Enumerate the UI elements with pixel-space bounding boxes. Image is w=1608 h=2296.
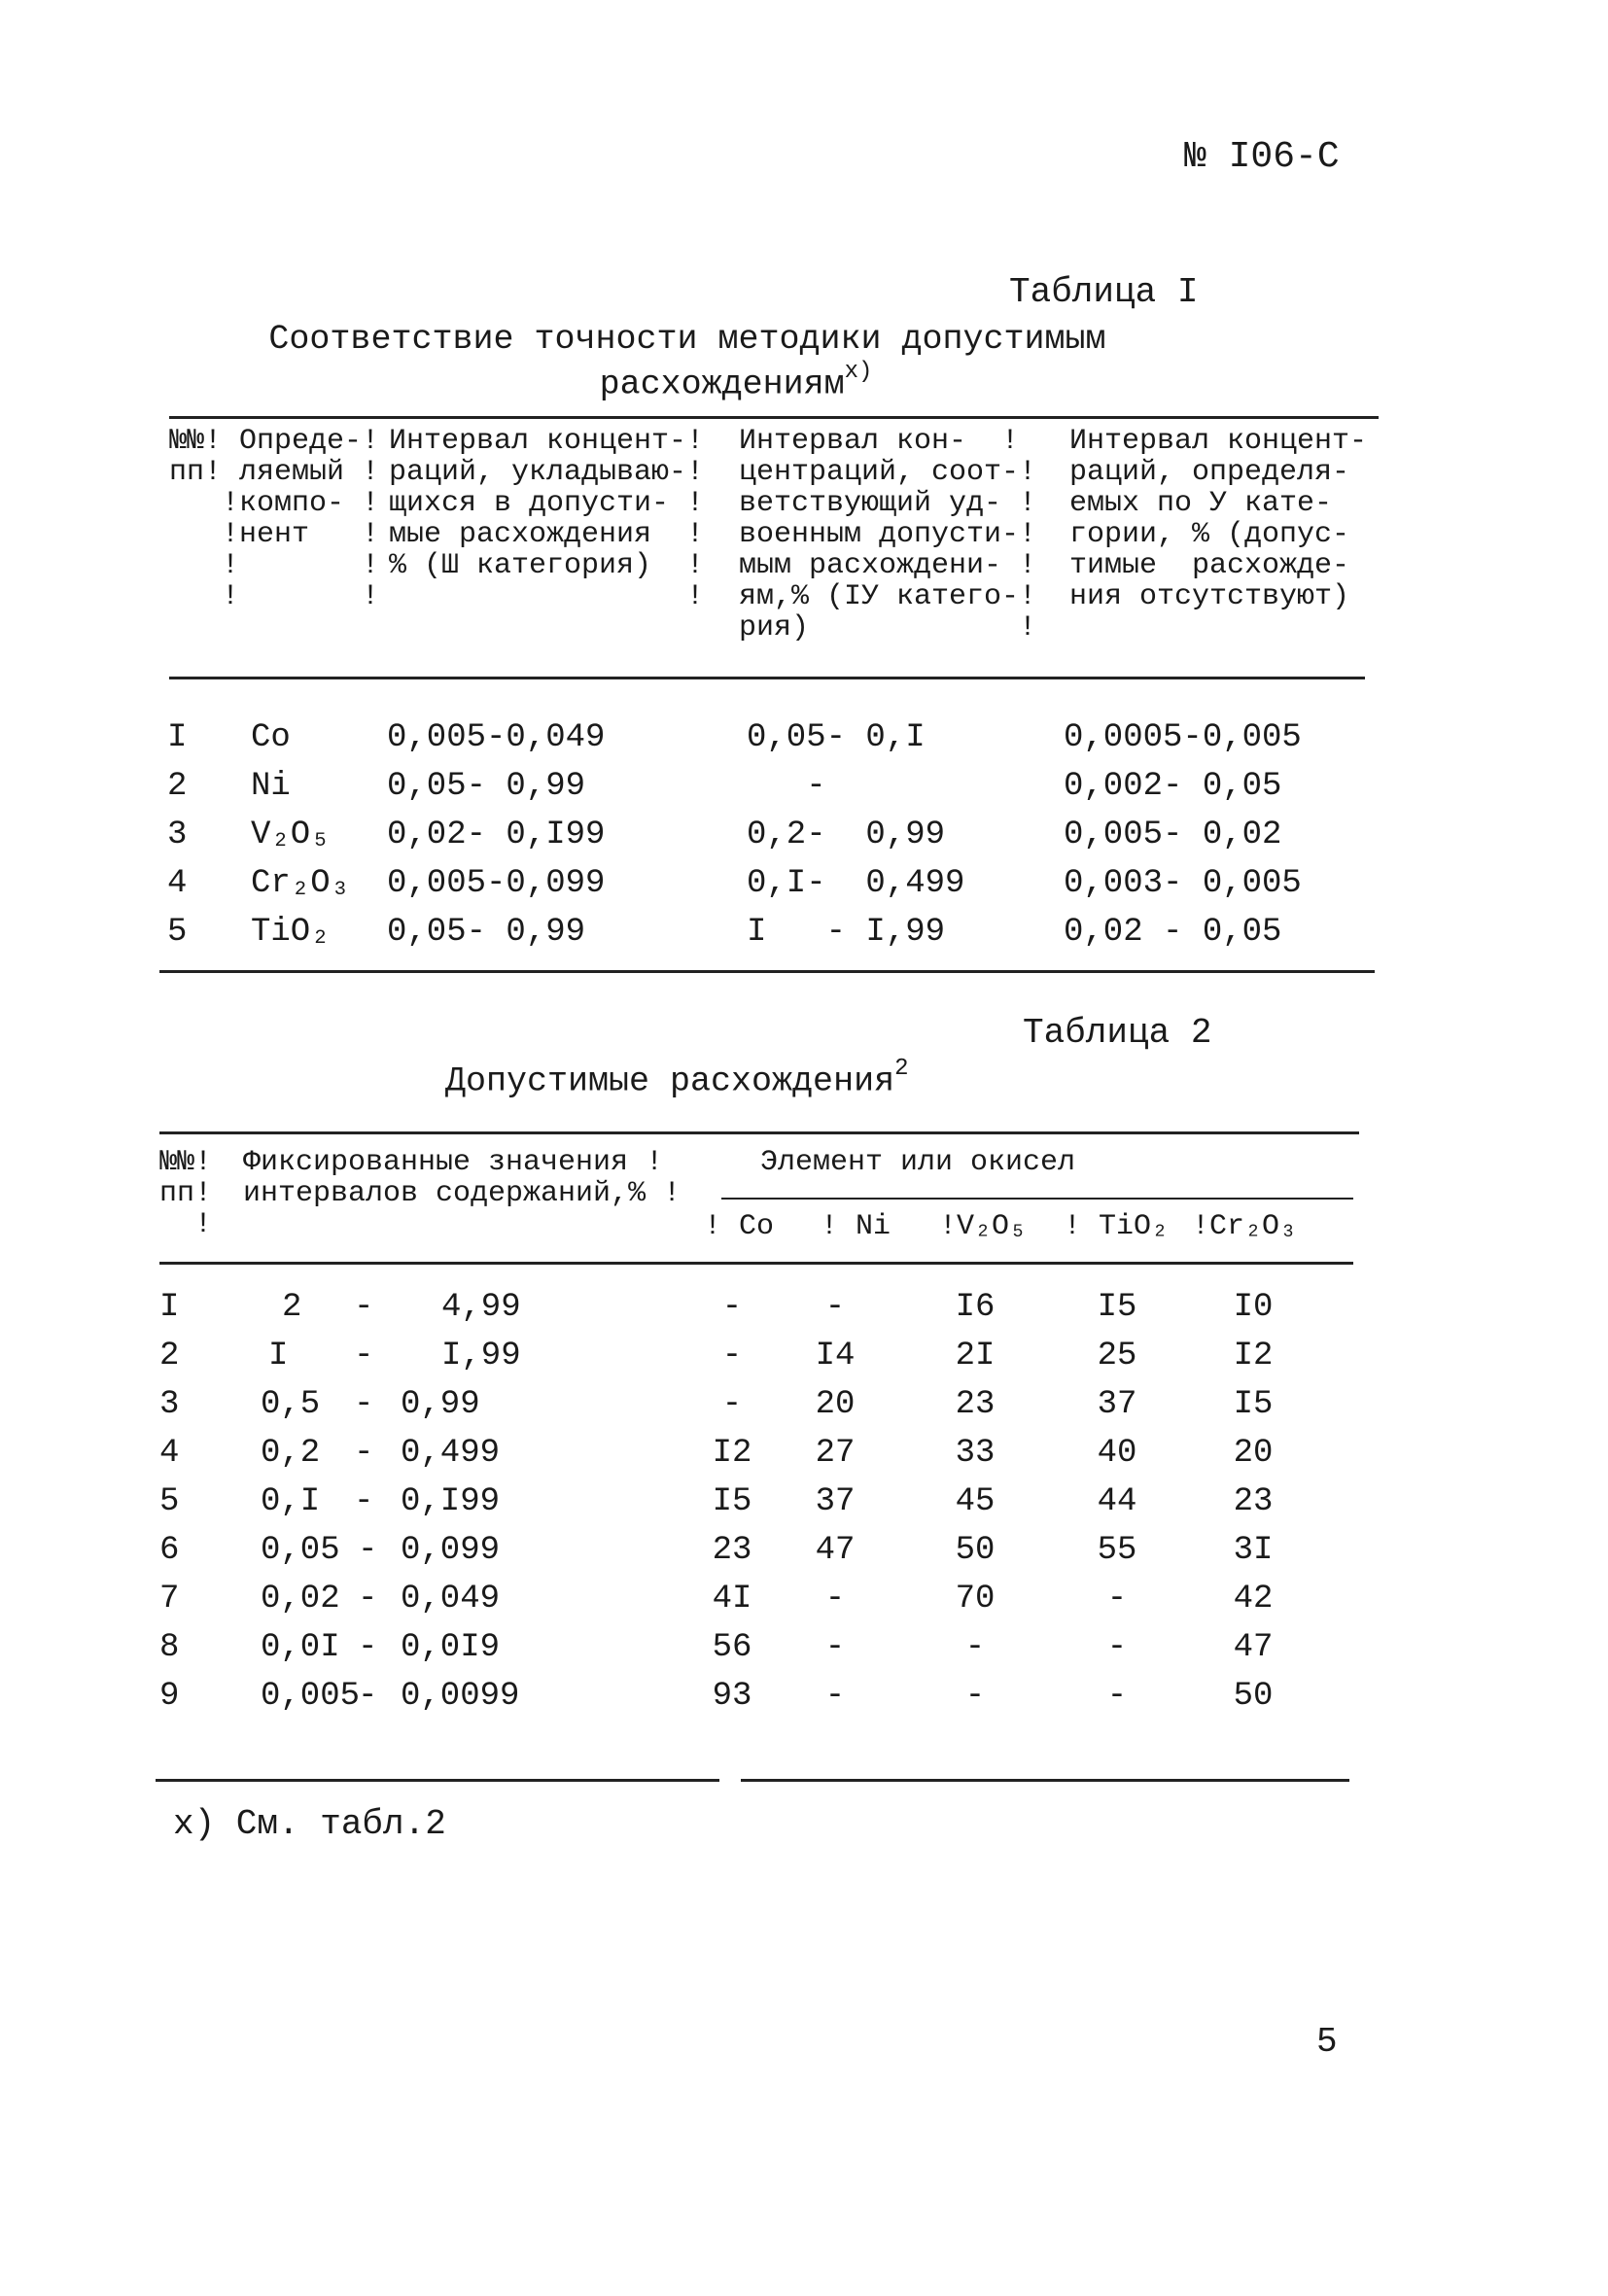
row-v2o5: I6 — [955, 1289, 996, 1326]
row-co: I2 — [712, 1435, 752, 1472]
table2-footnote-mark: 2 — [894, 1056, 909, 1082]
table1-footnote-mark: х) — [844, 359, 873, 385]
row-dash: - — [354, 1483, 374, 1520]
row-tio2: - — [1106, 1629, 1128, 1666]
row-high: 0,I99 — [401, 1483, 501, 1520]
row-component: Cr₂O₃ — [251, 865, 351, 902]
row-dash: - — [354, 1386, 374, 1423]
row-interval-iii: 0,005-0,049 — [387, 719, 606, 756]
row-tio2: I5 — [1097, 1289, 1137, 1326]
row-low: 0,I — [261, 1483, 321, 1520]
row-dash: - — [358, 1678, 378, 1715]
row-num: 5 — [159, 1483, 180, 1520]
row-co: I5 — [712, 1483, 752, 1520]
row-v2o5: 2I — [955, 1338, 996, 1374]
row-v2o5: 33 — [955, 1435, 996, 1472]
row-v2o5: 45 — [955, 1483, 996, 1520]
row-v2o5: - — [964, 1629, 986, 1666]
table2-header-group: Элемент или окисел — [760, 1146, 1076, 1179]
row-cr2o3: I0 — [1233, 1289, 1274, 1326]
row-dash: - — [354, 1435, 374, 1472]
row-ni: 37 — [815, 1483, 856, 1520]
row-ni: - — [824, 1678, 846, 1715]
row-num: 2 — [159, 1338, 180, 1374]
row-num: 7 — [159, 1581, 180, 1618]
row-dash: - — [354, 1289, 374, 1326]
row-ni: 20 — [815, 1386, 856, 1423]
row-high: I,99 — [441, 1338, 521, 1374]
table2-header-rule — [159, 1262, 1353, 1265]
table2-header-v2o5: !V₂O₅ — [939, 1210, 1028, 1243]
table2-header-intervals: Фиксированные значения ! интервалов содержаний,% ! — [243, 1146, 682, 1210]
row-interval-iv: - — [747, 768, 826, 805]
row-component: Ni — [251, 768, 291, 805]
table1-header-component: Опреде-! ляемый ! компо- ! нент ! ! ! — [239, 425, 380, 613]
row-co: - — [721, 1338, 743, 1374]
row-interval-iv: 0,05- 0,I — [747, 719, 926, 756]
row-cr2o3: 3I — [1233, 1532, 1274, 1569]
table2-bottom-rule-left — [156, 1779, 719, 1782]
row-tio2: 55 — [1097, 1532, 1137, 1569]
row-dash: - — [354, 1338, 374, 1374]
table1-label: Таблица I — [1009, 272, 1199, 312]
row-low: 0,5 — [261, 1386, 321, 1423]
row-num: 2 — [167, 768, 188, 805]
row-v2o5: 50 — [955, 1532, 996, 1569]
row-v2o5: 70 — [955, 1581, 996, 1618]
table1-title-line2: расхождениям$^{х)}$ — [599, 359, 873, 404]
table1-top-rule — [169, 416, 1379, 419]
table2-top-rule — [159, 1131, 1359, 1134]
row-num: 4 — [167, 865, 188, 902]
document-number: № I06-С — [1184, 136, 1340, 178]
table2-header-co: ! Co — [704, 1210, 775, 1243]
row-interval-v: 0,003- 0,005 — [1064, 865, 1302, 902]
row-tio2: 44 — [1097, 1483, 1137, 1520]
row-low: 0,05 — [261, 1532, 340, 1569]
row-component: Co — [251, 719, 291, 756]
table2-label: Таблица 2 — [1023, 1013, 1212, 1053]
row-high: 0,049 — [401, 1581, 501, 1618]
row-interval-v: 0,02 - 0,05 — [1064, 914, 1282, 951]
row-v2o5: 23 — [955, 1386, 996, 1423]
row-num: 8 — [159, 1629, 180, 1666]
row-interval-v: 0,0005-0,005 — [1064, 719, 1302, 756]
row-component: TiO₂ — [251, 914, 331, 951]
page-number: 5 — [1316, 2022, 1338, 2062]
row-high: 4,99 — [441, 1289, 521, 1326]
table2-header-tio2: ! TiO₂ — [1064, 1210, 1170, 1243]
row-low: 2 — [282, 1289, 302, 1326]
table2-bottom-rule-right — [741, 1779, 1349, 1782]
table2-header-cr2o3: !Cr₂O₃ — [1192, 1210, 1298, 1243]
row-high: 0,0099 — [401, 1678, 520, 1715]
row-interval-iii: 0,05- 0,99 — [387, 914, 586, 951]
row-interval-iv: 0,2- 0,99 — [747, 817, 946, 853]
table2-group-rule — [721, 1198, 1353, 1200]
row-num: 3 — [159, 1386, 180, 1423]
row-tio2: 40 — [1097, 1435, 1137, 1472]
row-component: V₂O₅ — [251, 817, 331, 853]
row-low: 0,0I — [261, 1629, 340, 1666]
row-interval-iv: 0,I- 0,499 — [747, 865, 965, 902]
row-num: 9 — [159, 1678, 180, 1715]
table1-title — [0, 321, 1608, 403]
row-dash: - — [358, 1581, 378, 1618]
row-num: 4 — [159, 1435, 180, 1472]
row-v2o5: - — [964, 1678, 986, 1715]
row-num: 6 — [159, 1532, 180, 1569]
row-interval-iv: I - I,99 — [747, 914, 946, 951]
row-low: 0,005 — [261, 1678, 361, 1715]
row-interval-v: 0,005- 0,02 — [1064, 817, 1282, 853]
row-interval-iii: 0,005-0,099 — [387, 865, 606, 902]
table1-bottom-rule — [159, 970, 1375, 973]
row-high: 0,499 — [401, 1435, 501, 1472]
row-high: 0,0I9 — [401, 1629, 501, 1666]
footnote: х) См. табл.2 — [173, 1804, 446, 1844]
row-ni: - — [824, 1629, 846, 1666]
table1-header-interval-v: Интервал концент- раций, определя- емых по У кате- гории, % (допус- тимые расхожде- ния отсутствуют) — [1069, 425, 1368, 613]
row-tio2: 37 — [1097, 1386, 1137, 1423]
row-co: - — [721, 1289, 743, 1326]
row-co: 93 — [712, 1678, 752, 1715]
row-dash: - — [358, 1629, 378, 1666]
table2-header-num: №№! пп! ! — [159, 1146, 213, 1241]
row-tio2: 25 — [1097, 1338, 1137, 1374]
row-ni: - — [824, 1289, 846, 1326]
row-low: I — [268, 1338, 289, 1374]
row-dash: - — [358, 1532, 378, 1569]
row-cr2o3: 23 — [1233, 1483, 1274, 1520]
row-num: 5 — [167, 914, 188, 951]
row-low: 0,02 — [261, 1581, 340, 1618]
row-tio2: - — [1106, 1678, 1128, 1715]
row-interval-iii: 0,05- 0,99 — [387, 768, 586, 805]
row-interval-v: 0,002- 0,05 — [1064, 768, 1282, 805]
row-ni: - — [824, 1581, 846, 1618]
row-tio2: - — [1106, 1581, 1128, 1618]
table1-header-interval-iii: Интервал концент-! раций, укладываю-! щихся в допусти- ! мые расхождения ! % (Ш категория) ! ! — [389, 425, 705, 613]
row-low: 0,2 — [261, 1435, 321, 1472]
row-co: 56 — [712, 1629, 752, 1666]
table1-header-interval-iv: Интервал кон- ! центраций, соот-! ветствующий уд- ! военным допусти-! мым расхождени- ! ям,% (IУ катего-! рия) ! — [739, 425, 1037, 644]
row-cr2o3: I5 — [1233, 1386, 1274, 1423]
table2-title: Допустимые расхождения$^2$ — [445, 1056, 909, 1101]
row-cr2o3: 42 — [1233, 1581, 1274, 1618]
row-num: I — [159, 1289, 180, 1326]
row-ni: I4 — [815, 1338, 856, 1374]
row-interval-iii: 0,02- 0,I99 — [387, 817, 606, 853]
row-num: I — [167, 719, 188, 756]
row-num: 3 — [167, 817, 188, 853]
row-cr2o3: 50 — [1233, 1678, 1274, 1715]
row-ni: 47 — [815, 1532, 856, 1569]
table1-header-rule — [169, 677, 1365, 679]
row-co: - — [721, 1386, 743, 1423]
table1-title-line1: Соответствие точности методики допустимым — [268, 320, 1106, 359]
row-high: 0,99 — [401, 1386, 480, 1423]
row-cr2o3: I2 — [1233, 1338, 1274, 1374]
row-ni: 27 — [815, 1435, 856, 1472]
table2-header-ni: ! Ni — [821, 1210, 891, 1243]
row-cr2o3: 20 — [1233, 1435, 1274, 1472]
row-co: 23 — [712, 1532, 752, 1569]
row-high: 0,099 — [401, 1532, 501, 1569]
row-co: 4I — [712, 1581, 752, 1618]
table1-header-num: №№! пп! ! ! ! ! — [169, 425, 240, 613]
row-cr2o3: 47 — [1233, 1629, 1274, 1666]
